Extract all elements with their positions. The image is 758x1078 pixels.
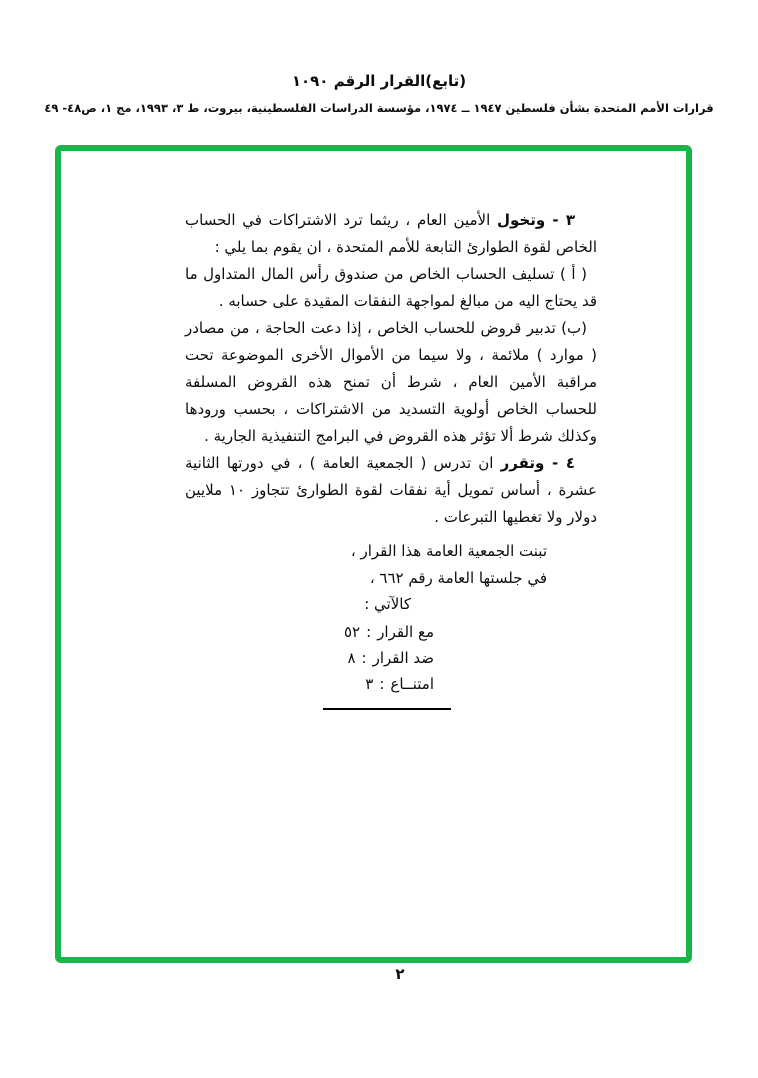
vote-for-label: مع القرار [377,623,434,641]
adoption-note [185,538,597,617]
section-divider-rule [323,708,451,710]
paragraph-3-text: الأمين العام ، ريثما ترد الاشتراكات في الحساب الخاص لقوة الطوارئ التابعة للأمم المتحدة ، ان يقوم بما يلي : [185,211,597,256]
vote-abstain-value: ٣ [365,675,374,693]
adoption-line-1: تبنت الجمعية العامة هذا القرار ، [350,542,547,560]
vote-colon: : [379,675,385,693]
vote-against-value: ٨ [347,649,356,667]
paragraph-4-text: ان تدرس ( الجمعية العامة ) ، في دورتها الثانية عشرة ، أساس تمويل أية نفقات لقوة الطوارئ تتجاوز ١٠ ملايين دولار ولا تغطيها التبرعات . [185,454,597,526]
adoption-line-2: في جلستها العامة رقم ٦٦٢ ، [369,569,547,587]
subparagraph-b: (ب) تدبير قروض للحساب الخاص ، إذا دعت الحاجة ، من مصادر ( موارد ) ملائمة ، ولا سيما من الأموال الأخرى الموضوعة تحت مراقبة الأمين العام ، شرط أن تمنح هذه القروض المسلفة للحساب الخاص أولوية التسديد من الاشتراكات ، بحسب ورودها وكذلك شرط ألا تؤثر هذه القروض في البرامج التنفيذية الجارية . [185,319,597,445]
vote-row-for [185,619,597,645]
vote-abstain-label: امتنــاع [390,675,434,693]
resolution-body [185,207,597,710]
vote-tally [185,619,597,697]
vote-colon: : [361,649,367,667]
paragraph-4-number: ٤ - وتقرر [500,454,576,472]
paragraph-4 [185,450,597,531]
page-number: ٢ [395,965,405,983]
adoption-line-3: كالآتي : [364,595,411,613]
source-citation: قرارات الأمم المتحدة بشأن فلسطين ١٩٤٧ ــ ١٩٧٤، مؤسسة الدراسات الفلسطينية، بيروت، ط ٣، ١٩٩٣، مج ١، ص٤٨- ٤٩ [44,101,714,115]
vote-for-value: ٥٢ [344,623,361,641]
vote-colon: : [366,623,372,641]
subparagraph-a: ( أ ) تسليف الحساب الخاص من صندوق رأس المال المتداول ما قد يحتاج اليه من مبالغ لمواجهة النفقات المقيدة على حسابه . [185,265,597,310]
vote-row-against [185,645,597,671]
paragraph-3 [185,207,597,261]
continuation-title: (تابع)القرار الرقم ١٠٩٠ [291,72,467,90]
vote-against-label: ضد القرار [372,649,434,667]
paragraph-3-number: ٣ - وتخول [497,211,575,229]
vote-row-abstain [185,671,597,697]
